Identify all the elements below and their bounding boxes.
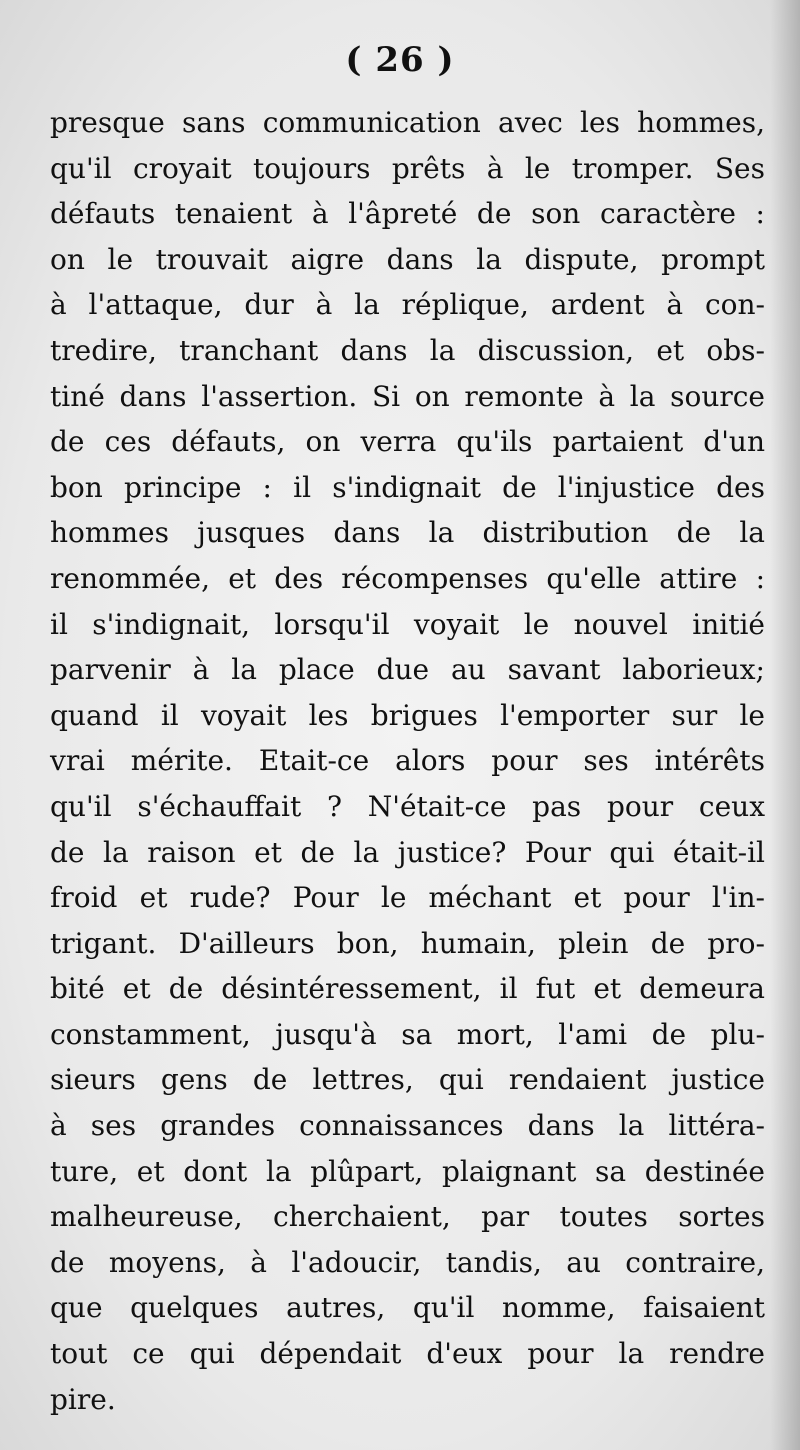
- text-line: que quelques autres, qu'il nomme, faisaient: [50, 1291, 765, 1325]
- text-line: froid et rude? Pour le méchant et pour l'in-: [50, 881, 765, 915]
- text-line: à ses grandes connaissances dans la littéra-: [50, 1109, 765, 1143]
- text-line: tout ce qui dépendait d'eux pour la rendre: [50, 1337, 765, 1371]
- text-line: il s'indignait, lorsqu'il voyait le nouvel initié: [50, 607, 765, 641]
- page-number: ( 26 ): [345, 40, 455, 80]
- text-line: de moyens, à l'adoucir, tandis, au contraire,: [50, 1245, 765, 1279]
- text-line: tiné dans l'assertion. Si on remonte à la source: [50, 379, 765, 413]
- text-line: défauts tenaient à l'âpreté de son caractère :: [50, 197, 765, 231]
- page-edge-shadow: [770, 0, 800, 1450]
- text-line: parvenir à la place due au savant laborieux;: [50, 653, 765, 687]
- text-line: renommée, et des récompenses qu'elle attire :: [50, 561, 765, 595]
- text-line: on le trouvait aigre dans la dispute, prompt: [50, 242, 765, 276]
- text-line: ture, et dont la plûpart, plaignant sa destinée: [50, 1154, 765, 1188]
- text-line: bité et de désintéressement, il fut et demeura: [50, 972, 765, 1006]
- text-line: pire.: [50, 1382, 116, 1416]
- text-line: sieurs gens de lettres, qui rendaient justice: [50, 1063, 765, 1097]
- text-line: de ces défauts, on verra qu'ils partaient d'un: [50, 425, 765, 459]
- text-line: de la raison et de la justice? Pour qui était-il: [50, 835, 765, 869]
- text-line: malheureuse, cherchaient, par toutes sortes: [50, 1200, 765, 1234]
- text-line: qu'il s'échauffait ? N'était-ce pas pour ceux: [50, 789, 765, 823]
- text-line: trigant. D'ailleurs bon, humain, plein de pro-: [50, 926, 765, 960]
- text-line: à l'attaque, dur à la réplique, ardent à con-: [50, 288, 765, 322]
- body-text: [50, 100, 765, 1422]
- text-line: vrai mérite. Etait-ce alors pour ses intérêts: [50, 744, 765, 778]
- text-line: bon principe : il s'indignait de l'injustice des: [50, 470, 765, 504]
- text-line: constamment, jusqu'à sa mort, l'ami de plu-: [50, 1017, 765, 1051]
- text-line: tredire, tranchant dans la discussion, et obs-: [50, 333, 765, 367]
- text-line: hommes jusques dans la distribution de la: [50, 516, 765, 550]
- text-line: qu'il croyait toujours prêts à le tromper. Ses: [50, 151, 765, 185]
- text-line: presque sans communication avec les hommes,: [50, 106, 765, 139]
- text-line: quand il voyait les brigues l'emporter sur le: [50, 698, 765, 732]
